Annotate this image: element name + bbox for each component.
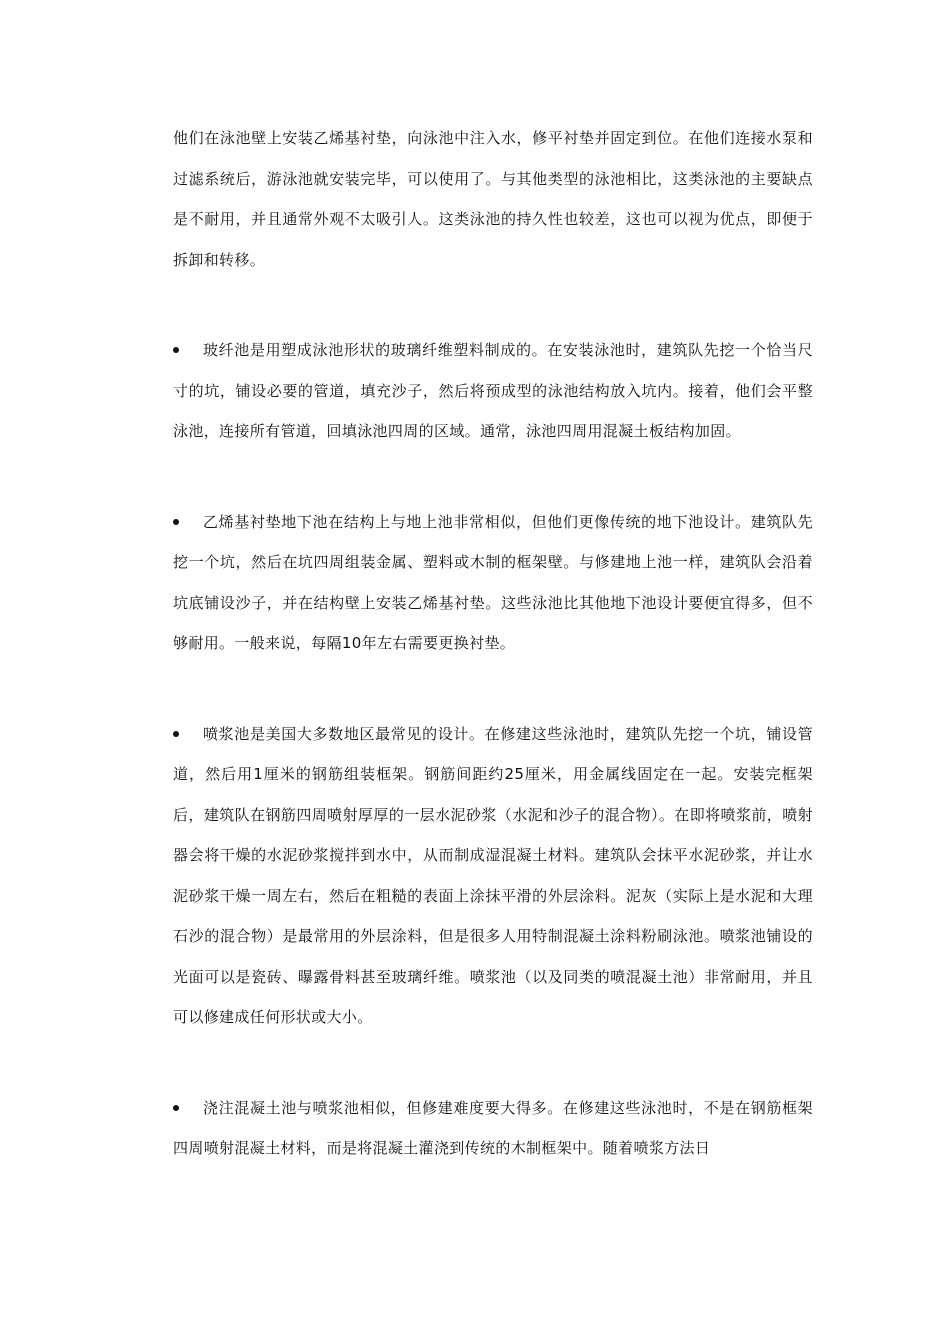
bullet-item-vinyl-liner-pool	[173, 502, 813, 664]
paragraph-spacer	[173, 1038, 813, 1088]
paragraph-spacer	[173, 452, 813, 502]
paragraph-spacer	[173, 280, 813, 330]
bullet-text: 乙烯基衬垫地下池在结构上与地上池非常相似，但他们更像传统的地下池设计。建筑队先挖一个坑，然后在坑四周组装金属、塑料或木制的框架壁。与修建地上池一样，建筑队会沿着坑底铺设沙子，并在结构壁上安装乙烯基衬垫。这些泳池比其他地下池设计要便宜得多，但不够耐用。一般来说，每隔10年左右需要更换衬垫。	[173, 512, 813, 652]
bullet-text: 喷浆池是美国大多数地区最常见的设计。在修建这些泳池时，建筑队先挖一个坑，铺设管道，然后用1厘米的钢筋组装框架。钢筋间距约25厘米，用金属线固定在一起。安装完框架后，建筑队在钢筋四周喷射厚厚的一层水泥砂浆（水泥和沙子的混合物）。在即将喷浆前，喷射器会将干燥的水泥砂浆搅拌到水中，从而制成湿混凝土材料。建筑队会抹平水泥砂浆，并让水泥砂浆干燥一周左右，然后在粗糙的表面上涂抹平滑的外层涂料。泥灰（实际上是水泥和大理石沙的混合物）是最常用的外层涂料，但是很多人用特制混凝土涂料粉刷泳池。喷浆池铺设的光面可以是瓷砖、曝露骨料甚至玻璃纤维。喷浆池（以及同类的喷混凝土池）非常耐用，并且可以修建成任何形状或大小。	[173, 724, 813, 1026]
bullet-text: 浇注混凝土池与喷浆池相似，但修建难度要大得多。在修建这些泳池时，不是在钢筋框架四周喷射混凝土材料，而是将混凝土灌浇到传统的木制框架中。随着喷浆方法日	[173, 1098, 813, 1157]
bullet-item-poured-concrete-pool	[173, 1088, 813, 1169]
bullet-item-fiberglass-pool	[173, 330, 813, 452]
bullet-item-gunite-pool	[173, 714, 813, 1038]
document-body	[173, 118, 813, 1169]
paragraph-spacer	[173, 664, 813, 714]
intro-paragraph: 他们在泳池壁上安装乙烯基衬垫，向泳池中注入水，修平衬垫并固定到位。在他们连接水泵和过滤系统后，游泳池就安装完毕，可以使用了。与其他类型的泳池相比，这类泳池的主要缺点是不耐用，并且通常外观不太吸引人。这类泳池的持久性也较差，这也可以视为优点，即便于拆卸和转移。	[173, 129, 813, 269]
bullet-text: 玻纤池是用塑成泳池形状的玻璃纤维塑料制成的。在安装泳池时，建筑队先挖一个恰当尺寸的坑，铺设必要的管道，填充沙子，然后将预成型的泳池结构放入坑内。接着，他们会平整泳池，连接所有管道，回填泳池四周的区域。通常，泳池四周用混凝土板结构加固。	[173, 341, 813, 440]
